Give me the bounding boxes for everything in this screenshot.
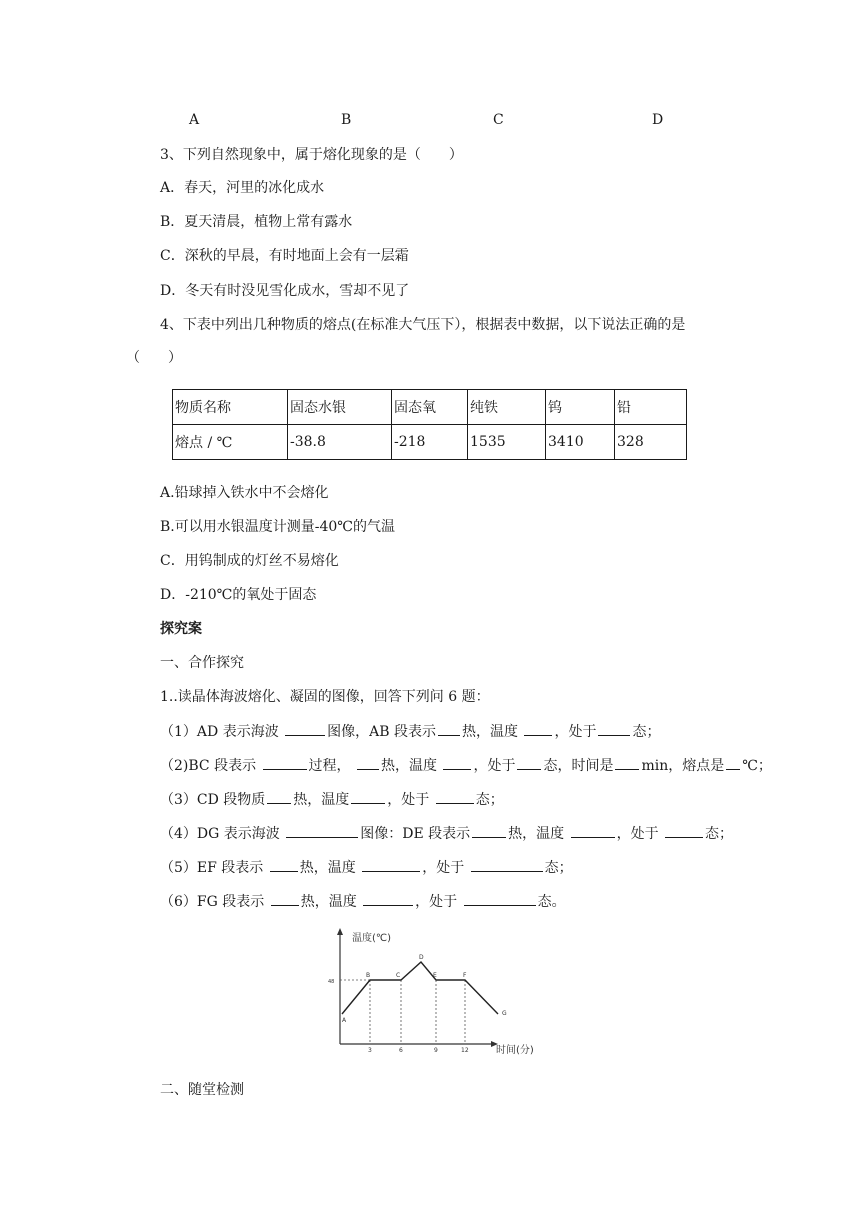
x-tick-label: 3 [368,1047,372,1054]
question-4-stem-paren: （ ） [126,350,182,366]
question-4-option-b: B.可以用水银温度计测量-40℃的气温 [160,519,395,535]
sub-text: min，熔点是 [641,758,725,774]
point-label-a: A [342,1017,347,1024]
sub-text: （4）DG 表示海波 [160,826,280,842]
question-4-option-a: A.铅球掉入铁水中不会熔化 [160,485,329,501]
temperature-curve [342,962,498,1014]
table-cell: 328 [615,425,687,460]
section-title: 探究案 [160,621,202,637]
sub-text: （2)BC 段表示 [160,758,257,774]
table-cell: 3410 [546,425,615,460]
sub-text: 态。 [537,894,566,910]
sub-text: 图像：DE 段表示 [360,826,471,842]
part-2-title: 二、随堂检测 [160,1082,244,1098]
sub-text: 态； [544,860,573,876]
y-tick-label: 48 [328,979,335,985]
x-tick-label: 9 [434,1047,438,1054]
table-cell: 物质名称 [173,390,288,425]
table-cell: 固态氧 [392,390,468,425]
table-cell: 纯铁 [468,390,546,425]
sub-text: 热，温度 [293,792,350,808]
sub-text: ℃； [742,758,772,774]
sub-question-6 [160,891,566,912]
answer-blank[interactable] [471,857,543,872]
sub-text: 热，温度 [462,724,519,740]
table-cell: 1535 [468,425,546,460]
x-tick-label: 12 [461,1047,469,1054]
sub-text: 过程， [308,758,351,774]
answer-blank[interactable] [443,755,471,770]
option-letter-c: C [493,112,504,128]
answer-blank[interactable] [362,857,420,872]
sub-question-2 [160,755,772,776]
table-cell: 铅 [615,390,687,425]
sub-text: 态； [705,826,734,842]
sub-text: （1）AD 表示海波 [160,724,279,740]
answer-blank[interactable] [285,721,325,736]
question-4-option-d: D．-210℃的氧处于固态 [160,587,317,603]
sub-text: （3）CD 段物质 [160,792,266,808]
sub-text: （6）FG 段表示 [160,894,265,910]
sub-text: ，处于 [422,860,465,876]
sub-question-1 [160,721,660,742]
sub-text: 态； [632,724,661,740]
answer-blank[interactable] [598,721,630,736]
table-cell: 熔点 / ℃ [173,425,288,460]
sub-text: ，处于 [387,792,430,808]
sub-text: （5）EF 段表示 [160,860,264,876]
point-label-e: E [433,972,437,979]
table-row [173,425,687,460]
answer-blank[interactable] [438,721,460,736]
table-cell: 固态水银 [288,390,392,425]
question-4-stem: 4、下表中列出几种物质的熔点(在标准大气压下），根据表中数据，以下说法正确的是 [160,317,686,333]
sub-text: 图像，AB 段表示 [327,724,437,740]
sub-text: ，处于 [473,758,516,774]
sub-text: ，处于 [415,894,458,910]
melting-curve-graph [328,926,568,1056]
x-tick-label: 6 [399,1047,403,1054]
point-label-d: D [419,954,424,961]
y-axis-arrow [337,928,343,935]
sub-text: 热，温度 [300,894,357,910]
part-1-title: 一、合作探究 [160,655,244,671]
answer-blank[interactable] [357,755,379,770]
answer-blank[interactable] [436,789,474,804]
point-label-c: C [396,972,401,979]
option-letter-b: B [341,112,352,128]
y-axis-label: 温度(℃) [352,933,392,944]
sub-question-5 [160,857,573,878]
answer-blank[interactable] [271,891,299,906]
answer-blank[interactable] [726,755,740,770]
question-3-option-d: D．冬天有时没见雪化成水，雪却不见了 [160,283,410,299]
question-1-intro: 1..读晶体海波熔化、凝固的图像，回答下列问 6 题： [160,689,490,705]
table-cell: -38.8 [288,425,392,460]
answer-blank[interactable] [263,755,307,770]
answer-blank[interactable] [267,789,291,804]
table-cell: 钨 [546,390,615,425]
sub-text: 热，温度 [508,826,565,842]
answer-blank[interactable] [286,823,358,838]
answer-blank[interactable] [571,823,615,838]
question-3-option-a: A．春天，河里的冰化成水 [160,180,325,196]
option-letter-d: D [652,112,664,128]
point-label-b: B [366,972,371,979]
answer-blank[interactable] [472,823,506,838]
question-4-option-c: C．用钨制成的灯丝不易熔化 [160,553,339,569]
sub-question-4 [160,823,733,844]
sub-text: 热，温度 [381,758,437,774]
sub-text: 热，温度 [299,860,356,876]
sub-text: ，处于 [554,724,597,740]
point-label-f: F [463,972,467,979]
question-3-option-b: B．夏天清晨，植物上常有露水 [160,214,353,230]
answer-blank[interactable] [351,789,385,804]
question-3-option-c: C．深秋的早晨，有时地面上会有一层霜 [160,248,409,264]
answer-blank[interactable] [524,721,552,736]
option-letter-a: A [189,112,200,128]
sub-question-3 [160,789,504,810]
answer-blank[interactable] [464,891,536,906]
melting-point-table [172,389,687,460]
answer-blank[interactable] [615,755,639,770]
table-cell: -218 [392,425,468,460]
x-axis-label: 时间(分) [496,1045,534,1056]
answer-blank[interactable] [665,823,703,838]
question-3-stem: 3、下列自然现象中，属于熔化现象的是（ ） [160,147,463,163]
table-header-row [173,390,687,425]
answer-blank[interactable] [363,891,413,906]
sub-text: ，处于 [616,826,659,842]
sub-text: 态； [475,792,504,808]
point-label-g: G [502,1010,507,1017]
answer-blank[interactable] [517,755,541,770]
sub-text: 态，时间是 [543,758,614,774]
answer-blank[interactable] [270,857,298,872]
